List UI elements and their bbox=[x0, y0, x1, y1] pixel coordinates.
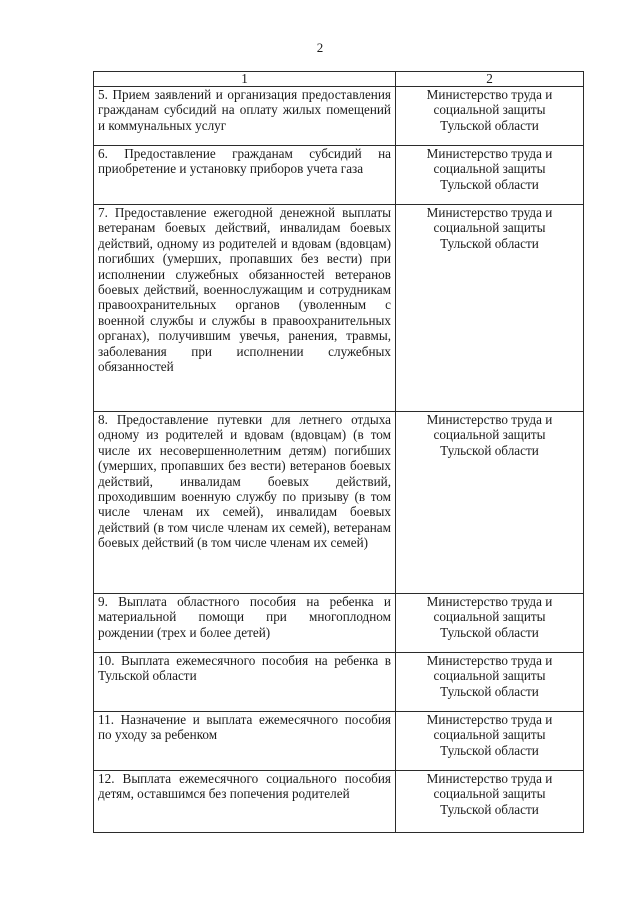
authority-line: Министерство труда и bbox=[426, 87, 553, 102]
authority-line: Министерство труда и bbox=[426, 594, 553, 609]
authority-cell bbox=[396, 412, 584, 594]
authority-line: Тульской области bbox=[440, 176, 539, 192]
table-row bbox=[94, 205, 584, 412]
authority-line: Тульской области bbox=[440, 117, 539, 133]
table-row bbox=[94, 712, 584, 771]
column-header-authority: 2 bbox=[396, 72, 584, 87]
authority-cell bbox=[396, 653, 584, 712]
column-header-service: 1 bbox=[94, 72, 396, 87]
authority-line: Министерство труда и bbox=[426, 712, 553, 727]
table-header-row bbox=[94, 72, 584, 87]
authority-line: Министерство труда и bbox=[426, 412, 553, 427]
authority-line: социальной защиты bbox=[433, 786, 546, 802]
table-row bbox=[94, 653, 584, 712]
service-cell: 8. Предоставление путевки для летнего отдыха одному из родителей и вдовам (вдовцам) (в том числе их несовершеннолетним детям) погибших (умерших, пропавших без вести) ветеранов боевых действий, инвалидам боевых действий, проходившим военную службу по призыву (в том числе членам их семей), инвалидам боевых действий (в том числе членам их семей), ветеранам боевых действий (в том числе членам их семей) bbox=[94, 412, 396, 594]
table-row bbox=[94, 146, 584, 205]
authority-cell bbox=[396, 594, 584, 653]
table-row bbox=[94, 87, 584, 146]
authority-line: Министерство труда и bbox=[426, 653, 553, 668]
services-table bbox=[93, 71, 584, 833]
authority-line: Тульской области bbox=[440, 742, 539, 758]
authority-line: социальной защиты bbox=[433, 609, 546, 625]
authority-cell bbox=[396, 205, 584, 412]
table-row bbox=[94, 412, 584, 594]
authority-line: Тульской области bbox=[440, 801, 539, 817]
authority-cell bbox=[396, 146, 584, 205]
service-cell: 12. Выплата ежемесячного социального пособия детям, оставшимся без попечения родителей bbox=[94, 771, 396, 833]
service-cell: 9. Выплата областного пособия на ребенка и материальной помощи при многоплодном рождении (трех и более детей) bbox=[94, 594, 396, 653]
authority-cell bbox=[396, 87, 584, 146]
authority-line: социальной защиты bbox=[433, 668, 546, 684]
authority-line: социальной защиты bbox=[433, 727, 546, 743]
authority-line: социальной защиты bbox=[433, 427, 546, 443]
authority-line: Министерство труда и bbox=[426, 146, 553, 161]
authority-cell bbox=[396, 771, 584, 833]
authority-line: Министерство труда и bbox=[426, 205, 553, 220]
authority-line: Тульской области bbox=[440, 442, 539, 458]
authority-cell bbox=[396, 712, 584, 771]
authority-line: социальной защиты bbox=[433, 220, 546, 236]
authority-line: Министерство труда и bbox=[426, 771, 553, 786]
service-cell: 7. Предоставление ежегодной денежной выплаты ветеранам боевых действий, инвалидам боевых действий, одному из родителей и вдовам (вдовцам) погибших (умерших, пропавших без вести) при исполнении служебных обязанностей ветеранов боевых действий, военнослужащим и сотрудникам правоохранительных органов (уволенным с военной службы и службы в правоохранительных органах), получившим увечья, ранения, травмы, заболевания при исполнении служебных обязанностей bbox=[94, 205, 396, 412]
service-cell: 6. Предоставление гражданам субсидий на приобретение и установку приборов учета газа bbox=[94, 146, 396, 205]
authority-line: Тульской области bbox=[440, 235, 539, 251]
page-number: 2 bbox=[316, 40, 324, 55]
service-cell: 11. Назначение и выплата ежемесячного пособия по уходу за ребенком bbox=[94, 712, 396, 771]
authority-line: социальной защиты bbox=[433, 102, 546, 118]
service-cell: 5. Прием заявлений и организация предоставления гражданам субсидий на оплату жилых помещений и коммунальных услуг bbox=[94, 87, 396, 146]
table-row bbox=[94, 771, 584, 833]
authority-line: Тульской области bbox=[440, 683, 539, 699]
table-row bbox=[94, 594, 584, 653]
service-cell: 10. Выплата ежемесячного пособия на ребенка в Тульской области bbox=[94, 653, 396, 712]
authority-line: социальной защиты bbox=[433, 161, 546, 177]
authority-line: Тульской области bbox=[440, 624, 539, 640]
